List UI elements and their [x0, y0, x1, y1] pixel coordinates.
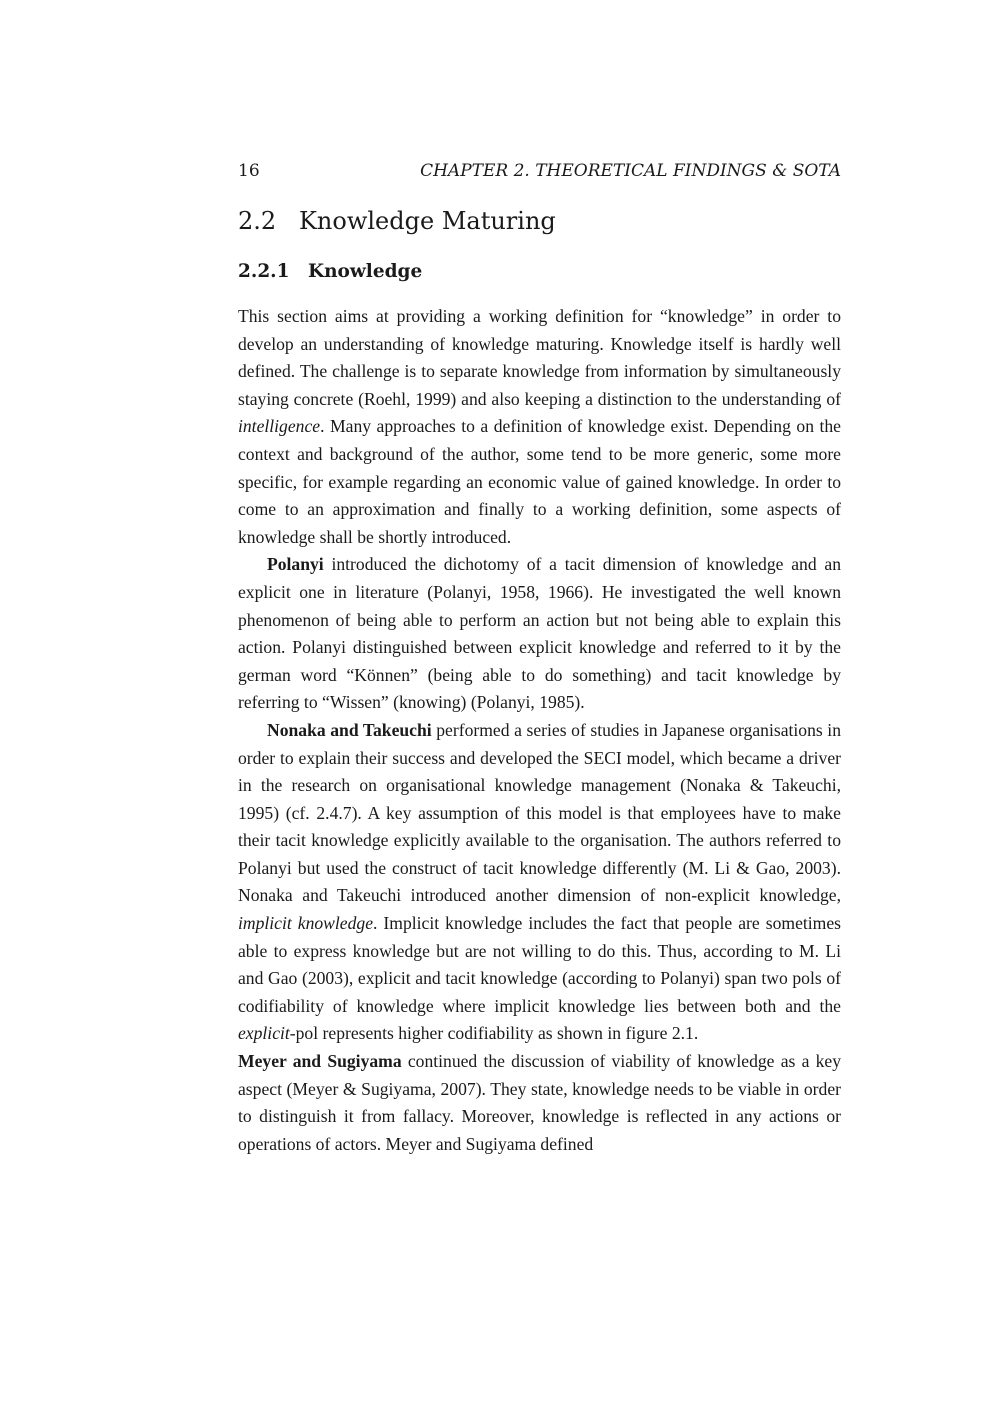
section-number: 2.2 [238, 207, 277, 235]
paragraph-intro [238, 303, 841, 551]
bold-author: Meyer and Sugiyama [238, 1051, 402, 1072]
emphasis: implicit knowledge [238, 913, 374, 934]
text-run: This section aims at providing a working definition for “knowledge” in order to develop an understanding of knowledge maturing. Knowledge itself is hardly well defined. The challenge is to separate knowledge from information by simultaneously staying concrete (Roehl, 1999) and also keeping a distinction to the understanding of [238, 306, 841, 409]
text-run: introduced the dichotomy of a tacit dimension of knowledge and an explicit one in literature (Polanyi, 1958, 1966). He investigated the well known phenomenon of being able to perform an action but not being able to explain this action. Polanyi distinguished between explicit knowledge and referred to it by the german word “Können” (being able to do something) and tacit knowledge by referring to “Wissen” (knowing) (Polanyi, 1985). [238, 554, 841, 713]
paragraph-nonaka-takeuchi [238, 717, 841, 1048]
page [238, 158, 841, 1154]
emphasis: intelligence [238, 416, 321, 437]
text-run: performed a series of studies in Japanese organisations in order to explain their success and developed the SECI model, which became a driver in the research on organisational knowledge management (Nonaka & Takeuchi, 1995) (cf. 2.4.7). A key assumption of this model is that employees have to make their tacit knowledge explicitly available to the organisation. The authors referred to Polanyi but used the construct of tacit knowledge differently (M. Li & Gao, 2003). Nonaka and Takeuchi introduced another dimension of non-explicit knowledge, [238, 719, 841, 906]
text-run: continued the discussion of viability of knowledge as a key aspect (Meyer & Sugiyama, 2007). They state, knowledge needs to be viable in order to distinguish it from fallacy. Moreover, knowledge is reflected in any actions or operations of actors. Meyer and Sugiyama defined [238, 1051, 841, 1154]
text-run: -pol represents higher codifiability as shown in figure 2.1. [289, 1023, 699, 1044]
body-text [238, 303, 841, 1158]
paragraph-meyer-sugiyama [238, 1048, 841, 1158]
paragraph-polanyi [238, 551, 841, 717]
subsection-heading [238, 259, 422, 285]
bold-author: Nonaka and Takeuchi [267, 719, 432, 740]
section-heading [238, 206, 556, 236]
section-title: Knowledge Maturing [299, 207, 556, 235]
text-run: . Implicit knowledge includes the fact that people are sometimes able to express knowledge but are not willing to do this. Thus, according to M. Li and Gao (2003), explicit and tacit knowledge (according to Polanyi) span two pols of codifiability of knowledge where implicit knowledge lies between both and the [238, 913, 841, 1016]
text-run: . Many approaches to a definition of knowledge exist. Depending on the context and background of the author, some tend to be more generic, some more specific, for example regarding an economic value of gained knowledge. In order to come to an approximation and finally to a working definition, some aspects of knowledge shall be shortly introduced. [238, 416, 841, 547]
emphasis: explicit [238, 1023, 290, 1044]
bold-author: Polanyi [267, 554, 324, 575]
subsection-number: 2.2.1 [238, 261, 290, 282]
running-header [238, 158, 841, 184]
subsection-title: Knowledge [308, 261, 423, 282]
chapter-title: CHAPTER 2. THEORETICAL FINDINGS & SOTA [420, 161, 841, 181]
page-number: 16 [238, 161, 260, 181]
